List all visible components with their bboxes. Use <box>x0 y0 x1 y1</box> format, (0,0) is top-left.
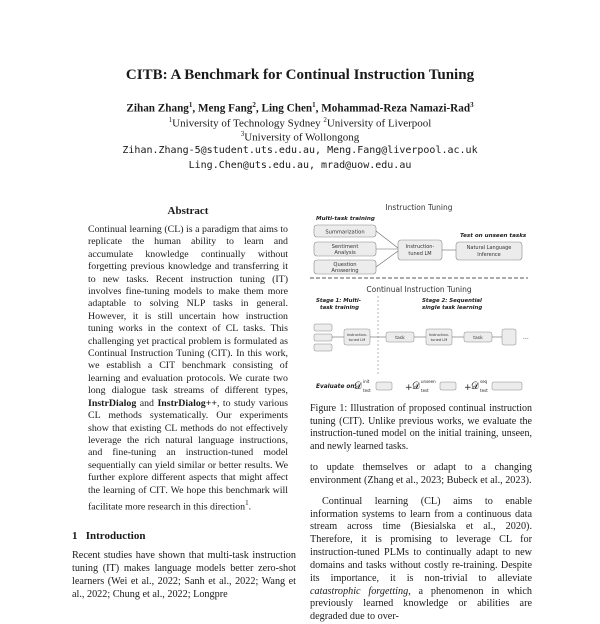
svg-text:tuned LM: tuned LM <box>408 251 432 257</box>
svg-text:Instruction-: Instruction- <box>428 333 450 337</box>
fig-test-label: Test on unseen tasks <box>460 233 527 239</box>
svg-text:Instruction-: Instruction- <box>405 244 435 250</box>
svg-text:test: test <box>480 388 488 393</box>
svg-text:Question: Question <box>333 262 357 268</box>
svg-text:𝒟: 𝒟 <box>471 381 479 392</box>
fig-small-model-box <box>344 329 370 345</box>
svg-text:init: init <box>363 379 370 384</box>
figure-caption: Figure 1: Illustration of proposed continual instruction tuning (CIT). Unlike previous works, we evaluate the instruction-tuned model on the initial training, unseen, and newly learned tasks. <box>310 403 532 452</box>
svg-text:single task learning: single task learning <box>422 305 483 311</box>
svg-text:𝒟: 𝒟 <box>412 381 420 392</box>
author-affil-mark: 3 <box>470 101 474 109</box>
affiliation-line-1: $^1$University of Technology Sydney $^2$University of Liverpool <box>168 116 432 130</box>
fig-task-small-box <box>386 332 414 342</box>
svg-text:𝒟: 𝒟 <box>354 381 362 392</box>
fig-bottom-label: Continual Instruction Tuning <box>366 285 472 294</box>
svg-text:+: + <box>405 383 413 393</box>
abstract-body: Continual learning (CL) is a paradigm that aims to replicate the human ability to learn and accumulate knowledge continually without forgetting previous knowledge and transferring it to new tasks. Recent instruction tuning (IT) involves fine-tuning models to make them more adaptable to solving NLP tasks in general. However, it is still uncertain how instruction tuning works in the context of CL tasks. This challenging yet practical problem is formulated as Continual Instruction Tuning (CIT). In this work, we establish a CIT benchmark consisting of learning and evaluation protocols. We curate two long dialogue task streams of different types, InstrDialog and InstrDialog++, to study various CL methods systematically. Our experiments show that existing CL methods do not effectively leverage the rich natural language instructions, and fine-tuning an instruction-tuned model sequentially can yield similar or better results. We further explore different aspects that might affect the learning of CIT. We hope this benchmark will facilitate more research in this direction$^1$. <box>88 224 288 513</box>
svg-text:task: task <box>395 336 405 341</box>
paragraph: to update themselves or adapt to a changing environment (Zhang et al., 2023; Bubeck et al., 2023). <box>310 462 532 486</box>
email-line-2: Ling.Chen@uts.edu.au, mrad@uow.edu.au <box>188 160 412 171</box>
svg-text:Stage 2: Sequential: Stage 2: Sequential <box>422 298 482 304</box>
fig-small-model-box <box>426 329 452 345</box>
svg-text:seq: seq <box>480 379 488 384</box>
svg-text:tuned LM: tuned LM <box>430 338 448 342</box>
fig-task-small-box <box>464 332 492 342</box>
footnote-mark: 1 <box>245 498 249 507</box>
affiliation-line-2: $^3$University of Wollongong <box>240 130 360 144</box>
fig-top-label: Instruction Tuning <box>385 203 453 212</box>
svg-text:Natural Language: Natural Language <box>466 245 512 251</box>
intro-text: Recent studies have shown that multi-task instruction tuning (IT) makes language models better zero-shot learners (Wei et al., 2022; Sanh et al., 2022; Wang et al., 2022; Chung et al., 2022; Longpre <box>72 550 296 600</box>
author-affil-mark: 1 <box>312 101 316 109</box>
author-name: Zihan Zhang <box>126 102 189 115</box>
email-line-1: Zihan.Zhang-5@student.uts.edu.au, Meng.Fang@liverpool.ac.uk <box>122 145 478 156</box>
abstract-heading: Abstract <box>167 205 209 217</box>
paper-title: CITB: A Benchmark for Continual Instruction Tuning <box>125 67 475 83</box>
fig-dots: ... <box>523 334 529 341</box>
svg-text:tuned LM: tuned LM <box>348 338 366 342</box>
author-name: Ling Chen <box>261 102 313 115</box>
svg-text:Answering: Answering <box>331 268 359 274</box>
author-name: Mohammad-Reza Namazi-Rad <box>321 102 471 115</box>
svg-text:Stage 1: Multi-: Stage 1: Multi- <box>316 298 361 304</box>
svg-text:test: test <box>421 388 429 393</box>
svg-text:Summarization: Summarization <box>325 229 365 236</box>
fig-task-box <box>314 225 376 237</box>
svg-text:task training: task training <box>320 305 359 311</box>
figure-1 <box>306 196 532 402</box>
svg-text:unseen: unseen <box>421 379 436 384</box>
svg-text:task: task <box>473 336 483 341</box>
author-affil-mark: 1 <box>188 101 193 109</box>
svg-text:Sentiment: Sentiment <box>331 244 359 250</box>
author-name: Meng Fang <box>198 102 253 115</box>
fig-evaluate-label: Evaluate on: <box>316 384 357 390</box>
svg-text:Instruction-: Instruction- <box>346 333 368 337</box>
svg-text:+: + <box>464 383 472 393</box>
paragraph: Continual learning (CL) aims to enable information systems to learn from a continuous data stream across time (Biesialska et al., 2020). Therefore, it is promising to leverage CL for instruction-tuned PLMs to continually adapt to new domains and tasks without costly re-training. Despite its importance, it is non-trivial to alleviate catastrophic forgetting, a phenomenon in which previously learned knowledge or abilities are degraded due to over- <box>310 495 533 623</box>
svg-text:Inference: Inference <box>477 252 501 258</box>
svg-text:Analysis: Analysis <box>334 250 356 256</box>
author-affil-mark: 2 <box>252 101 256 109</box>
svg-text:test: test <box>363 388 371 393</box>
intro-heading: 1 Introduction <box>72 530 146 542</box>
author-list: Zihan Zhang$^1$, Meng Fang$^2$, Ling Chen$^1$, Mohammad-Reza Namazi-Rad$^3$ <box>126 101 474 115</box>
fig-multitask-label: Multi-task training <box>316 216 375 222</box>
